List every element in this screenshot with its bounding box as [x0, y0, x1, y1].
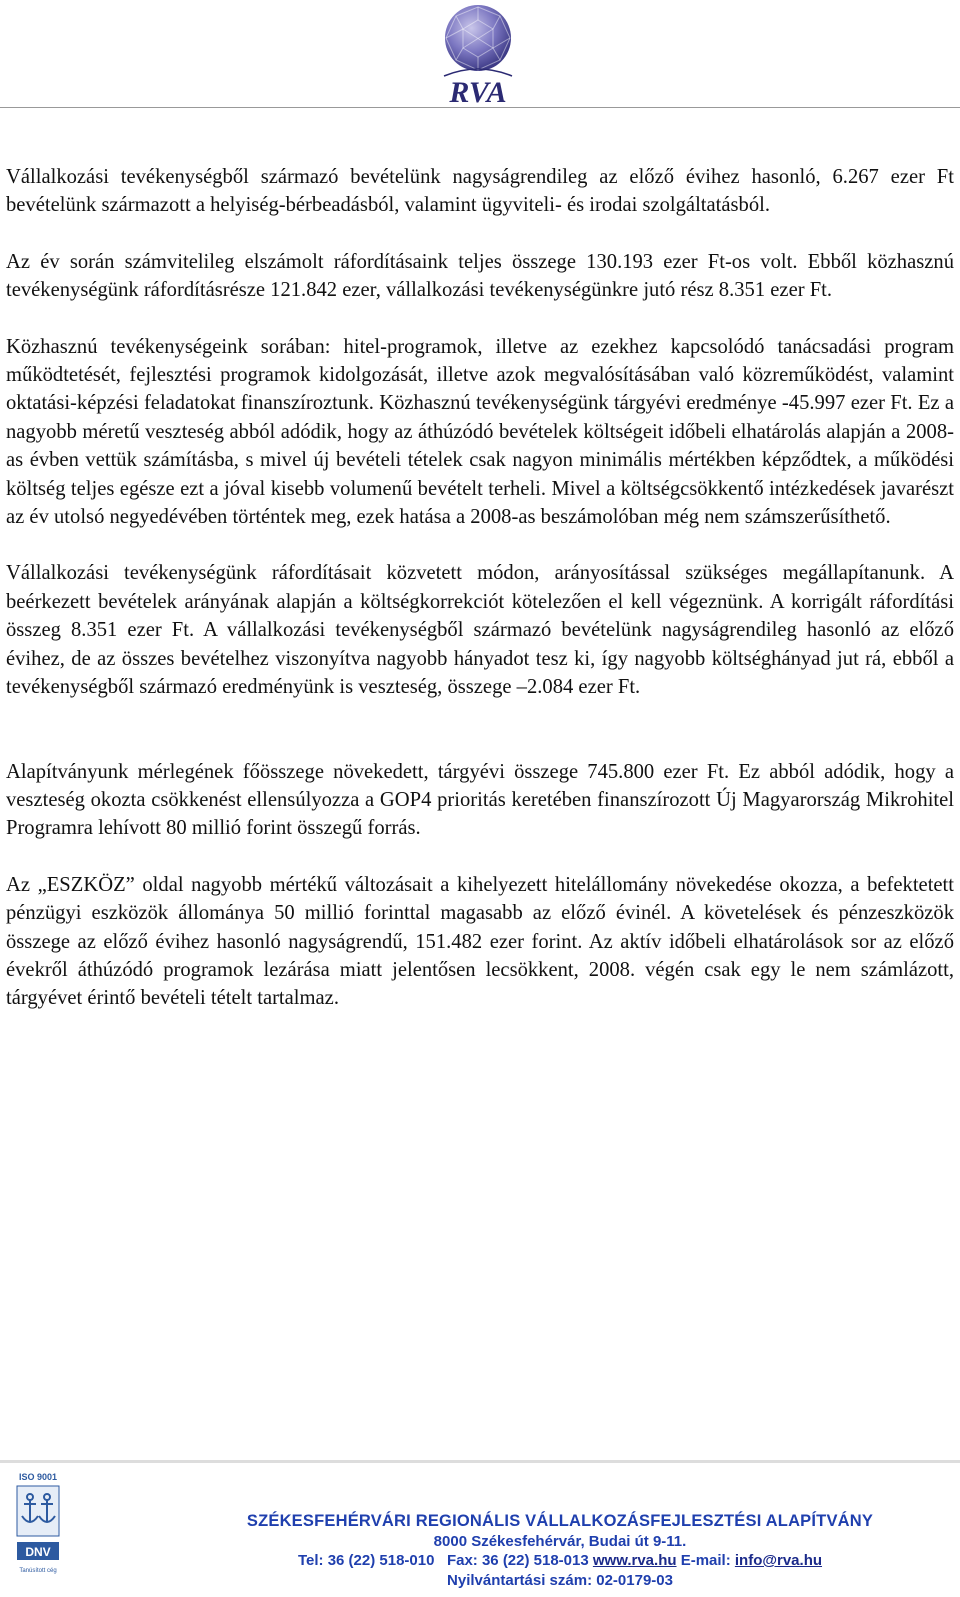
dnv-label: DNV: [25, 1545, 51, 1559]
paragraph-assets: Az „ESZKÖZ” oldal nagyobb mértékű változásait a kihelyezett hitelállomány növekedése okozza, a befektetett pénzügyi eszközök állománya 50 millió forinttal magasabb az előző évinél. A követelések és pénzeszközök összege az előző évihez hasonló nagyságrendű, 151.482 ezer forint. Az aktív időbeli elhatárolások sor az előző évekről áthúzódó programok lezárása miatt jelentősen lecsökkent, 2008. végén csak egy le nem számlázott, tárgyévet érintő bevételi tételt tartalmaz.: [6, 873, 954, 1010]
footer-address: 8000 Székesfehérvár, Budai út 9-11.: [433, 1532, 687, 1550]
rva-logo: [438, 2, 518, 106]
logo-text: RVA: [449, 76, 507, 106]
paragraph-public-benefit: Közhasznú tevékenységeink sorában: hitel-programok, illetve az ezekhez kapcsolódó tanácsadási program működtetését, fejlesztési programok kidolgozását, illetve azok megvalósításában való közreműködést, valamint oktatási-képzési feladatokat finanszíroztunk. Közhasznú tevékenységünk tárgyévi eredménye -45.997 ezer Ft. Ez a nagyobb méretű veszteség abból adódik, hogy az áthúzódó bevételek költségeit időbeli elhatárolás alapján a 2008-as évben vettük számításba, s mivel új bevételi tételek csak nagyon minimális mértékben képződtek, a működési költség teljes egésze ezt a jóval kisebb volumenű bevételt terheli. Mivel a költségcsökkentő intézkedések javarészt az év utolsó negyedévében történtek meg, ezek hatása a 2008-as beszámolóban még nem számszerűsíthető.: [6, 335, 954, 529]
footer-divider: [0, 1460, 960, 1463]
footer-website-link[interactable]: www.rva.hu: [592, 1552, 677, 1569]
footer-email-label: E-mail:: [680, 1552, 731, 1569]
iso-certification-badge: [14, 1470, 62, 1590]
footer-email-link[interactable]: info@rva.hu: [734, 1552, 823, 1569]
document-body: [6, 163, 954, 1041]
footer-tel: Tel: 36 (22) 518-010: [297, 1552, 435, 1569]
footer-registration: Nyilvántartási szám: 02-0179-03: [447, 1571, 673, 1589]
paragraph-balance-sheet: Alapítványunk mérlegének főösszege növekedett, tárgyévi összege 745.800 ezer Ft. Ez abból adódik, hogy a veszteség okozta csökkenést ellensúlyozza a GOP4 prioritás keretében finanszírozott Új Magyarország Mikrohitel Programra lehívott 80 millió forint összegű forrás.: [6, 760, 954, 840]
footer-org-name: SZÉKESFEHÉRVÁRI REGIONÁLIS VÁLLALKOZÁSFEJLESZTÉSI ALAPÍTVÁNY: [246, 1512, 874, 1530]
paragraph-business-expenses: Vállalkozási tevékenységünk ráfordításait közvetett módon, arányosítással szükséges megállapítanunk. A beérkezett bevételek arányának alapján a költségkorrekciót kötelezően el kell végeznünk. A korrigált ráfordítási összeg 8.351 ezer Ft. A vállalkozási tevékenységből származó bevételünk nagyságrendileg hasonló az előző évihez, de az összes bevételhez viszonyítva nagyobb hányadot tesz ki, így nagyobb költséghányad jut rá, ebből a tevékenységből származó eredményünk is veszteség, összege –2.084 ezer Ft.: [6, 562, 954, 699]
iso-label: ISO 9001: [18, 1472, 58, 1482]
footer-contact-line: [170, 1551, 950, 1571]
paragraph-business-revenue: Vállalkozási tevékenységből származó bevételünk nagyságrendileg az előző évihez hasonló, 6.267 ezer Ft bevételünk származott a helyiség-bérbeadásból, valamint ügyviteli- és irodai szolgáltatásból.: [6, 166, 954, 217]
footer-fax: Fax: 36 (22) 518-013: [446, 1552, 589, 1569]
header-divider: [0, 107, 960, 108]
paragraph-total-expenses: Az év során számvitelileg elszámolt ráfordításaink teljes összege 130.193 ezer Ft-os volt. Ebből közhasznú tevékenységünk ráfordításrésze 121.842 ezer, vállalkozási tevékenységünkre jutó rész 8.351 ezer Ft.: [6, 250, 954, 302]
certified-caption: Tanúsított cég: [19, 1568, 57, 1574]
footer-contact: [170, 1512, 950, 1590]
